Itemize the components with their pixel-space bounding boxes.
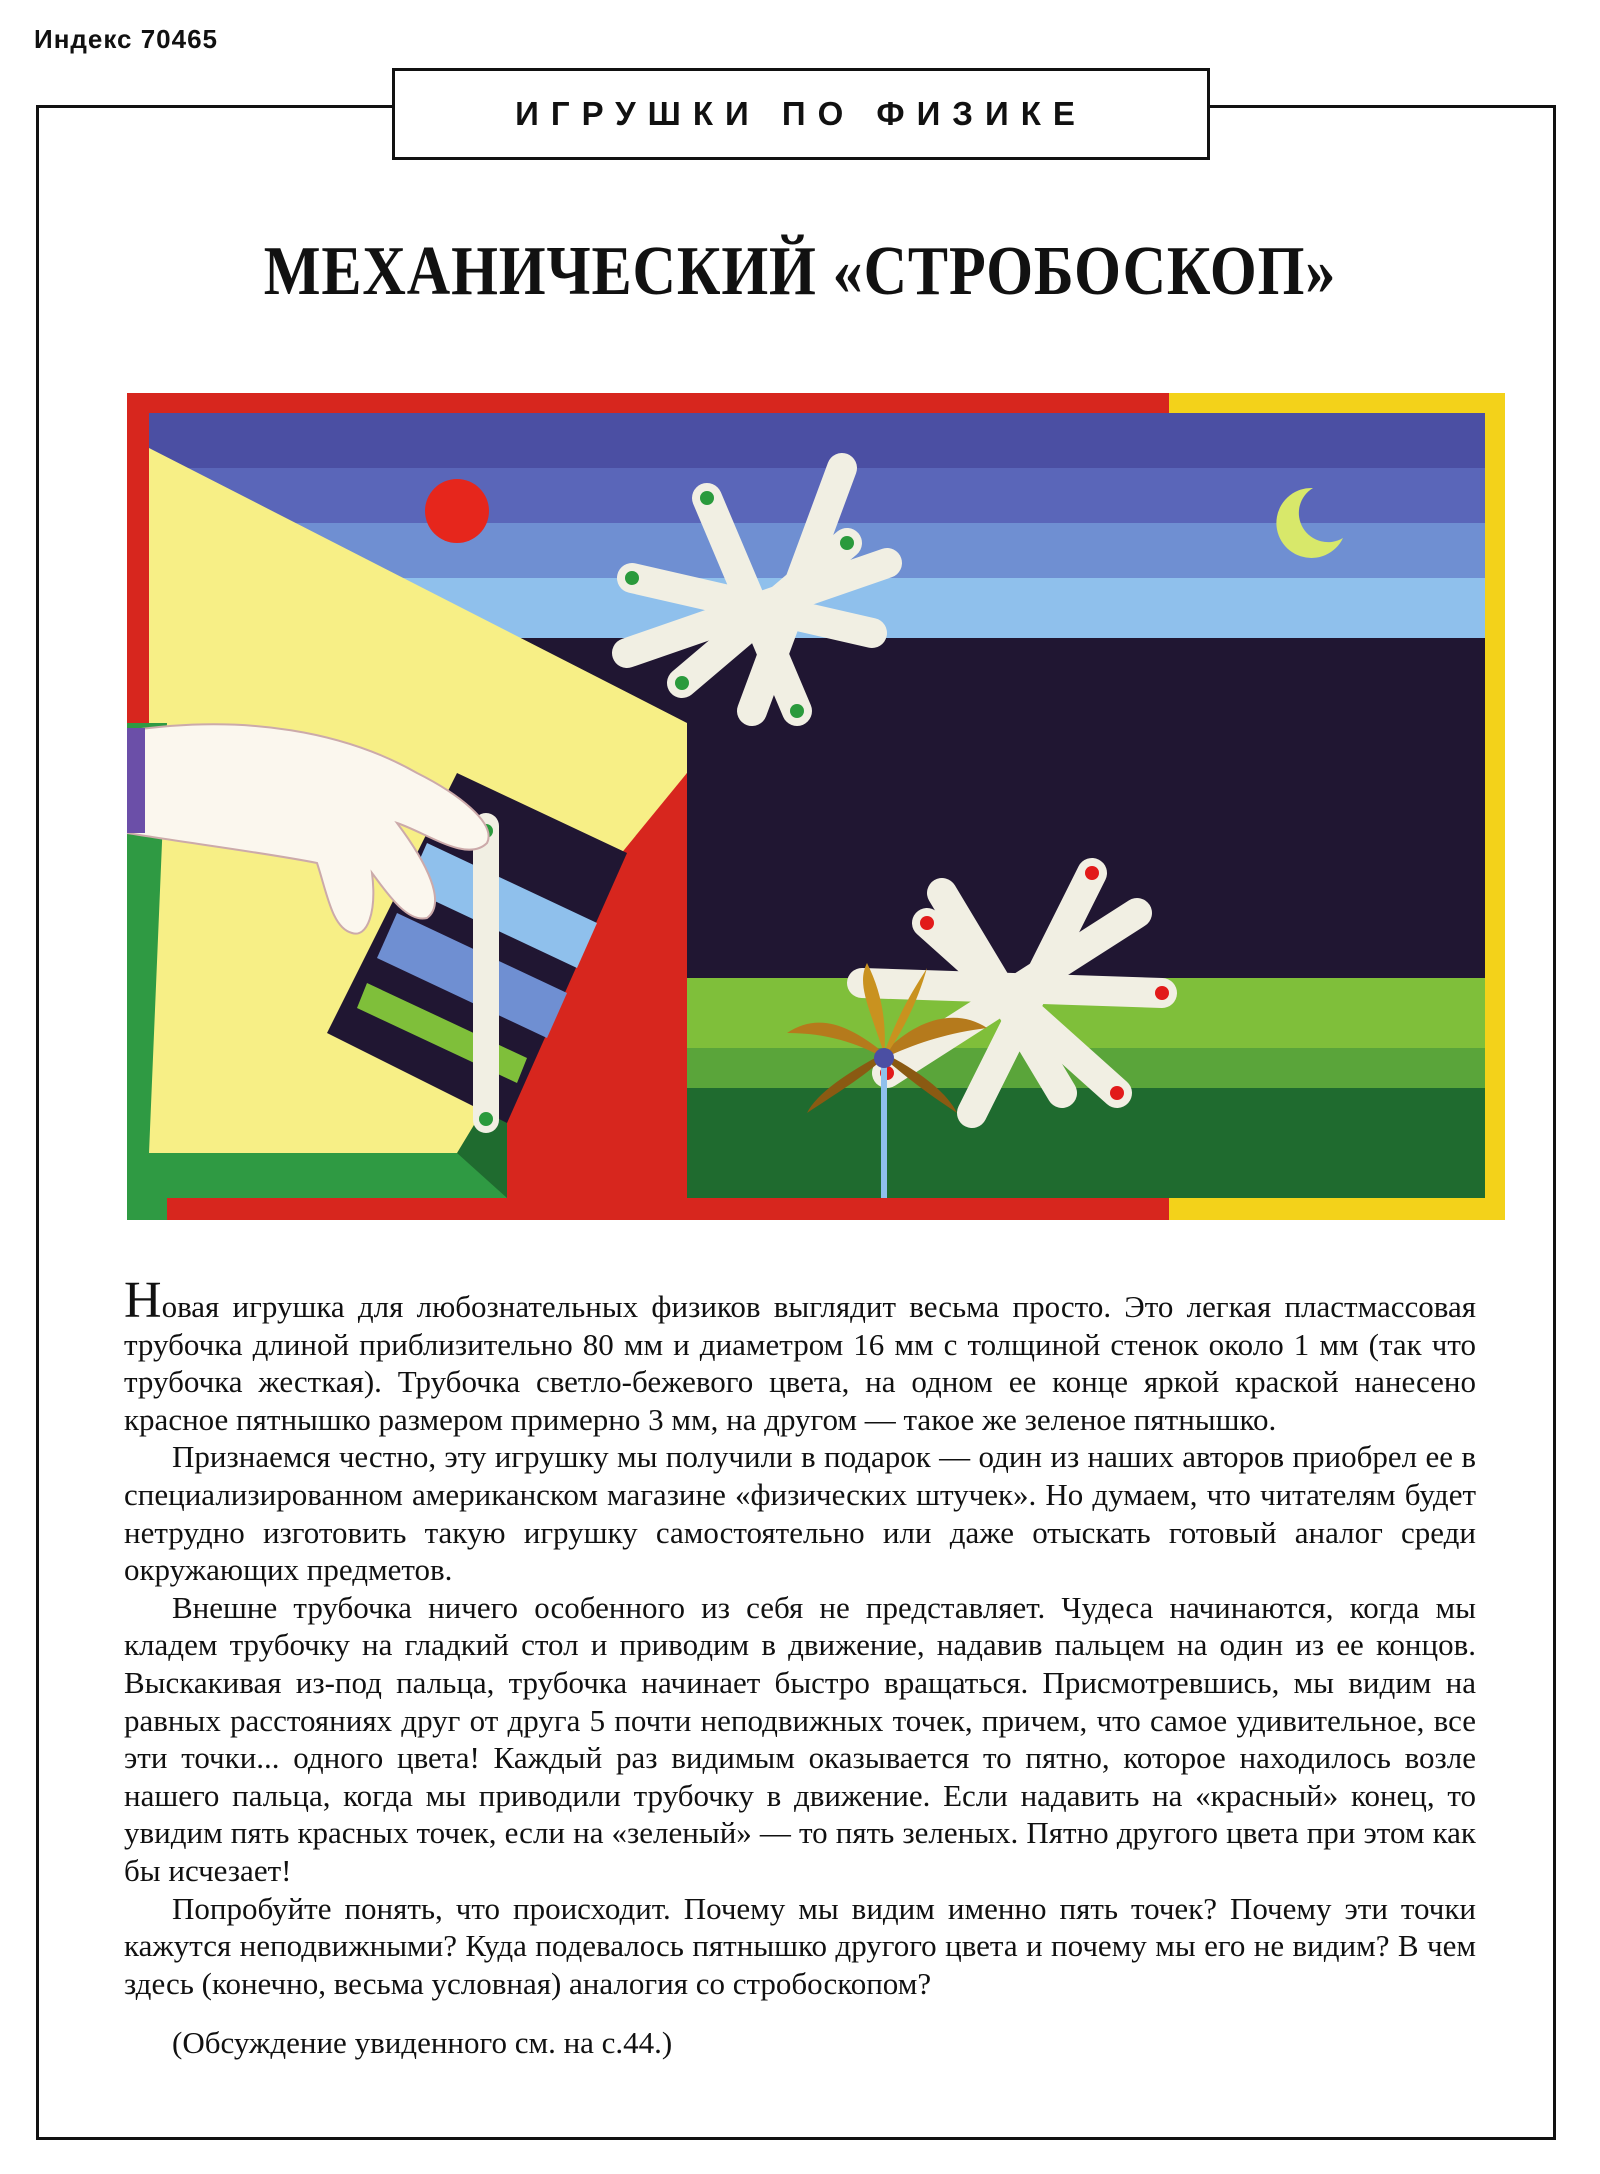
sun-shape [425,479,489,543]
drop-cap: Н [124,1272,162,1329]
green-dot [700,491,714,505]
sky-band [149,413,1485,468]
sleeve-shape [127,728,145,833]
article-paragraph: Попробуйте понять, что происходит. Почему мы видим именно пять точек? Почему эти точки кажутся неподвижными? Куда подевалось пятнышко другого цвета и почему мы его не видим? В чем здесь (конечно, весьма условная) аналогия со стробоскопом? [124,1890,1476,2001]
stroboscope-illustration [127,393,1505,1220]
red-dot [920,916,934,930]
article-body [124,1272,1476,2062]
red-dot [1155,986,1169,1000]
green-dot [675,676,689,690]
index-label: Индекс 70465 [34,24,219,54]
discussion-note: (Обсуждение увиденного см. на с.44.) [172,2025,673,2061]
article-paragraph: Признаемся честно, эту игрушку мы получили в подарок — один из наших авторов приобрел ее в специализированном американском магазине «физических штучек». Но думаем, что читателям будет нетрудно изготовить такую игрушку самостоятельно или даже отыскать готовый аналог среди окружающих предметов. [124,1439,1476,1588]
article-title: МЕХАНИЧЕСКИЙ «СТРОБОСКОП» [263,233,1337,310]
article-paragraph: Внешне трубочка ничего особенного из себя не представляет. Чудеса начинаются, когда мы кладем трубочку на гладкий стол и приводим в движение, надавив пальцем на один из ее концов. Выскакивая из-под пальца, трубочка начинает быстро вращаться. Присмотревшись, мы видим на равных расстояниях друг от друга 5 почти неподвижных точек, причем, что самое удивительное, все эти точки... одного цвета! Каждый раз видимым оказывается то пятно, которое находилось возле нашего пальца, когда мы приводили трубочку в движение. Если надавить на «красный» конец, то увидим пять красных точек, если на «зеленый» — то пять зеленых. Пятно другого цвета при этом как бы исчезает! [124,1589,1476,1888]
red-dot [1085,866,1099,880]
red-dot [1110,1086,1124,1100]
article-paragraph: Новая игрушка для любознательных физиков выглядит весьма просто. Это легкая пластмассовая трубочка длиной приблизительно 80 мм и диаметром 16 мм с толщиной стенок около 1 мм (так что трубочка жесткая). Трубочка светло-бежевого цвета, на одном ее конце яркой краской нанесено красное пятнышко размером примерно 3 мм, на другом — такое же зеленое пятнышко. [124,1272,1476,1437]
rubric-box [392,68,1210,160]
green-dot [625,571,639,585]
rubric-title: ИГРУШКИ ПО ФИЗИКЕ [515,95,1087,132]
green-dot [479,1112,493,1126]
green-dot [790,704,804,718]
green-dot [840,536,854,550]
tube-shape [473,813,499,1133]
